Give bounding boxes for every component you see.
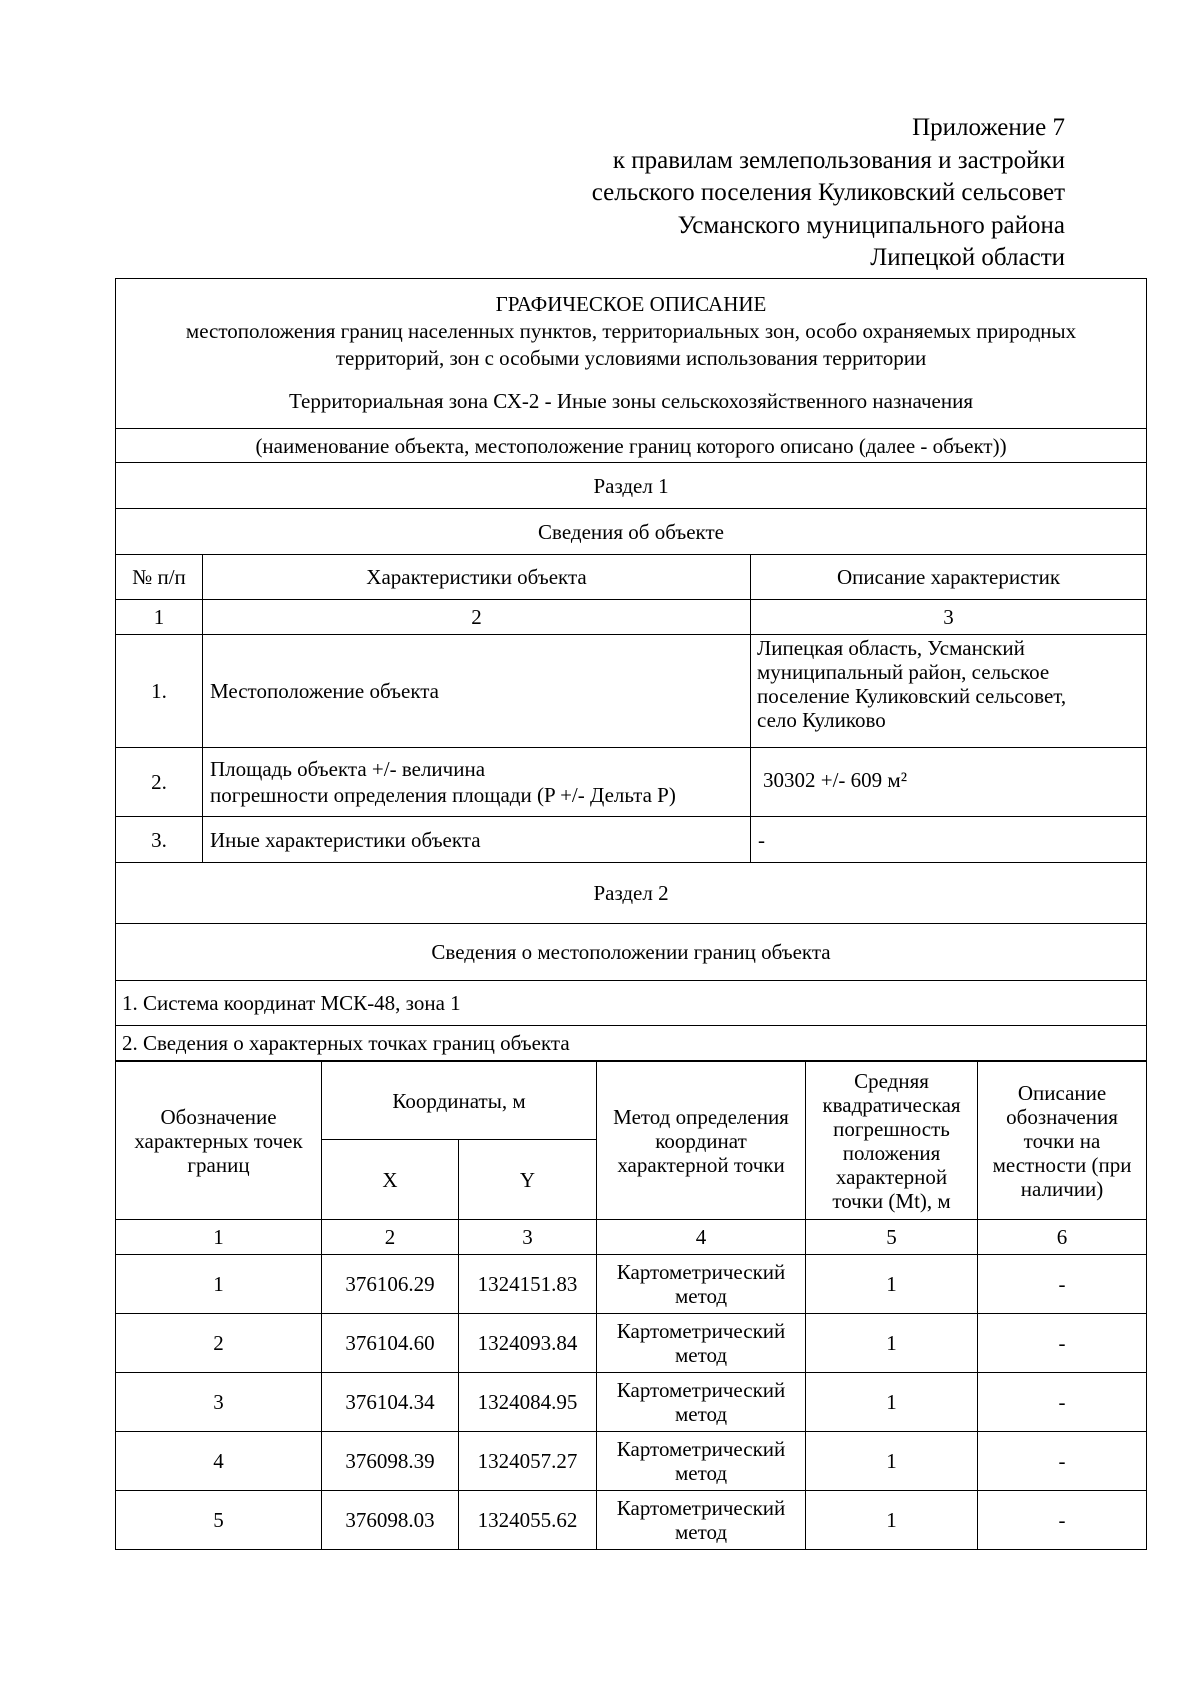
header-desc-line-2: обозначения [1006,1104,1118,1129]
header-point-description [978,1062,1147,1220]
column-number-5: 5 [806,1220,978,1255]
appendix-number: Приложение 7 [912,114,1065,141]
point-error: 1 [806,1314,978,1373]
header-method-line-3: характерной точки [617,1152,785,1177]
point-method-line-2: метод [674,1402,728,1426]
point-x: 376098.39 [322,1432,459,1491]
appendix-line-2: к правилам землепользования и застройки [612,146,1065,174]
document-title-cell [116,279,1147,429]
point-method [597,1432,806,1491]
column-number-2: 2 [322,1220,459,1255]
row-number: 1. [116,635,203,748]
document-subtitle-line-1: местоположения границ населенных пунктов, территориальных зон, особо охраняемых природных [185,319,1077,343]
point-description: - [978,1314,1147,1373]
column-number-1: 1 [116,600,203,635]
row-number: 3. [116,817,203,863]
coordinate-system: 1. Система координат МСК-48, зона 1 [116,981,1147,1026]
header-description: Описание характеристик [751,555,1147,600]
header-error-line-5: характерной [835,1164,948,1189]
area-label-line-2: погрешности определения площади (P +/- Дельта P) [210,783,676,807]
appendix-line-5: Липецкой области [870,244,1065,271]
document-title: ГРАФИЧЕСКОЕ ОПИСАНИЕ [495,292,767,316]
table-row [116,1255,1147,1314]
column-number-1: 1 [116,1220,322,1255]
point-y: 1324151.83 [459,1255,597,1314]
table-row [116,1491,1147,1550]
area-label-line-1: Площадь объекта +/- величина [210,757,486,781]
point-method-line-1: Картометрический [616,1437,786,1461]
point-x: 376106.29 [322,1255,459,1314]
location-line-4: село Куликово [757,708,886,732]
table-row [116,1432,1147,1491]
header-error-line-2: квадратическая [822,1092,961,1117]
header-y: Y [459,1140,597,1220]
point-id: 1 [116,1255,322,1314]
section-1-label: Раздел 1 [116,463,1147,509]
header-coordinates: Координаты, м [322,1062,597,1140]
point-method-line-1: Картометрический [616,1260,786,1284]
header-point-designation [116,1062,322,1220]
header-method-line-1: Метод определения [613,1104,789,1129]
header-x: X [322,1140,459,1220]
point-y: 1324055.62 [459,1491,597,1550]
appendix-line-4: Усманского муниципального района [677,211,1065,239]
location-line-1: Липецкая область, Усманский [757,636,1025,660]
point-y: 1324093.84 [459,1314,597,1373]
point-method-line-2: метод [674,1343,728,1367]
point-id: 5 [116,1491,322,1550]
section-2-label: Раздел 2 [116,863,1147,924]
zone-name: Территориальная зона СХ-2 - Иные зоны сельскохозяйственного назначения [289,389,974,413]
column-number-3: 3 [459,1220,597,1255]
point-method [597,1373,806,1432]
point-method-line-2: метод [674,1520,728,1544]
area-value: 30302 +/- 609 м² [751,748,1147,817]
row-characteristic: Местоположение объекта [203,635,751,748]
header-desc-line-1: Описание [1017,1080,1107,1105]
point-error: 1 [806,1255,978,1314]
table-row [116,635,1147,748]
table-row [116,1314,1147,1373]
header-error-line-4: положения [842,1140,941,1165]
point-id: 3 [116,1373,322,1432]
header-characteristics: Характеристики объекта [203,555,751,600]
row-description [751,635,1147,748]
point-id: 2 [116,1314,322,1373]
column-number-4: 4 [597,1220,806,1255]
location-line-2: муниципальный район, сельское [757,660,1050,684]
header-desc-line-3: точки на [1023,1128,1101,1153]
point-id: 4 [116,1432,322,1491]
section-2-title: Сведения о местоположении границ объекта [116,924,1147,981]
point-method-line-1: Картометрический [616,1496,786,1520]
point-x: 376104.60 [322,1314,459,1373]
row-description: - [751,817,1147,863]
point-method-line-1: Картометрический [616,1319,786,1343]
point-x: 376098.03 [322,1491,459,1550]
header-point-designation-line-3: границ [187,1152,250,1177]
point-method-line-2: метод [674,1284,728,1308]
header-method-line-2: координат [655,1128,747,1153]
header-number: № п/п [116,555,203,600]
point-x: 376104.34 [322,1373,459,1432]
point-error: 1 [806,1491,978,1550]
row-number: 2. [116,748,203,817]
point-description: - [978,1432,1147,1491]
point-method [597,1491,806,1550]
document-subtitle-line-2: территорий, зон с особыми условиями использования территории [335,346,927,370]
object-name-caption: (наименование объекта, местоположение границ которого описано (далее - объект)) [116,429,1147,463]
table-row [116,817,1147,863]
column-number-2: 2 [203,600,751,635]
point-method-line-2: метод [674,1461,728,1485]
section-1-title: Сведения об объекте [116,509,1147,555]
row-characteristic: Иные характеристики объекта [203,817,751,863]
point-method [597,1314,806,1373]
point-description: - [978,1255,1147,1314]
column-number-6: 6 [978,1220,1147,1255]
header-point-designation-line-2: характерных точек [134,1128,303,1153]
column-number-3: 3 [751,600,1147,635]
point-error: 1 [806,1373,978,1432]
table-row [116,748,1147,817]
point-y: 1324057.27 [459,1432,597,1491]
point-description: - [978,1373,1147,1432]
table-row [116,1373,1147,1432]
point-method-line-1: Картометрический [616,1378,786,1402]
header-desc-line-5: наличии) [1020,1176,1104,1201]
header-error-line-1: Средняя [854,1068,929,1093]
appendix-line-3: сельского поселения Куликовский сельсовет [591,179,1065,206]
header-desc-line-4: местности (при [992,1152,1132,1177]
header-mean-error [806,1062,978,1220]
location-line-3: поселение Куликовский сельсовет, [757,684,1067,708]
header-point-designation-line-1: Обозначение [160,1104,277,1129]
header-error-line-3: погрешность [833,1116,950,1141]
row-characteristic [203,748,751,817]
point-method [597,1255,806,1314]
appendix-header [592,112,1065,275]
header-method [597,1062,806,1220]
point-description: - [978,1491,1147,1550]
point-y: 1324084.95 [459,1373,597,1432]
object-info-table [115,278,1147,1061]
boundary-points-table [115,1061,1147,1550]
point-error: 1 [806,1432,978,1491]
header-error-line-6: точки (Mt), м [832,1188,951,1213]
points-section-title: 2. Сведения о характерных точках границ объекта [116,1026,1147,1061]
